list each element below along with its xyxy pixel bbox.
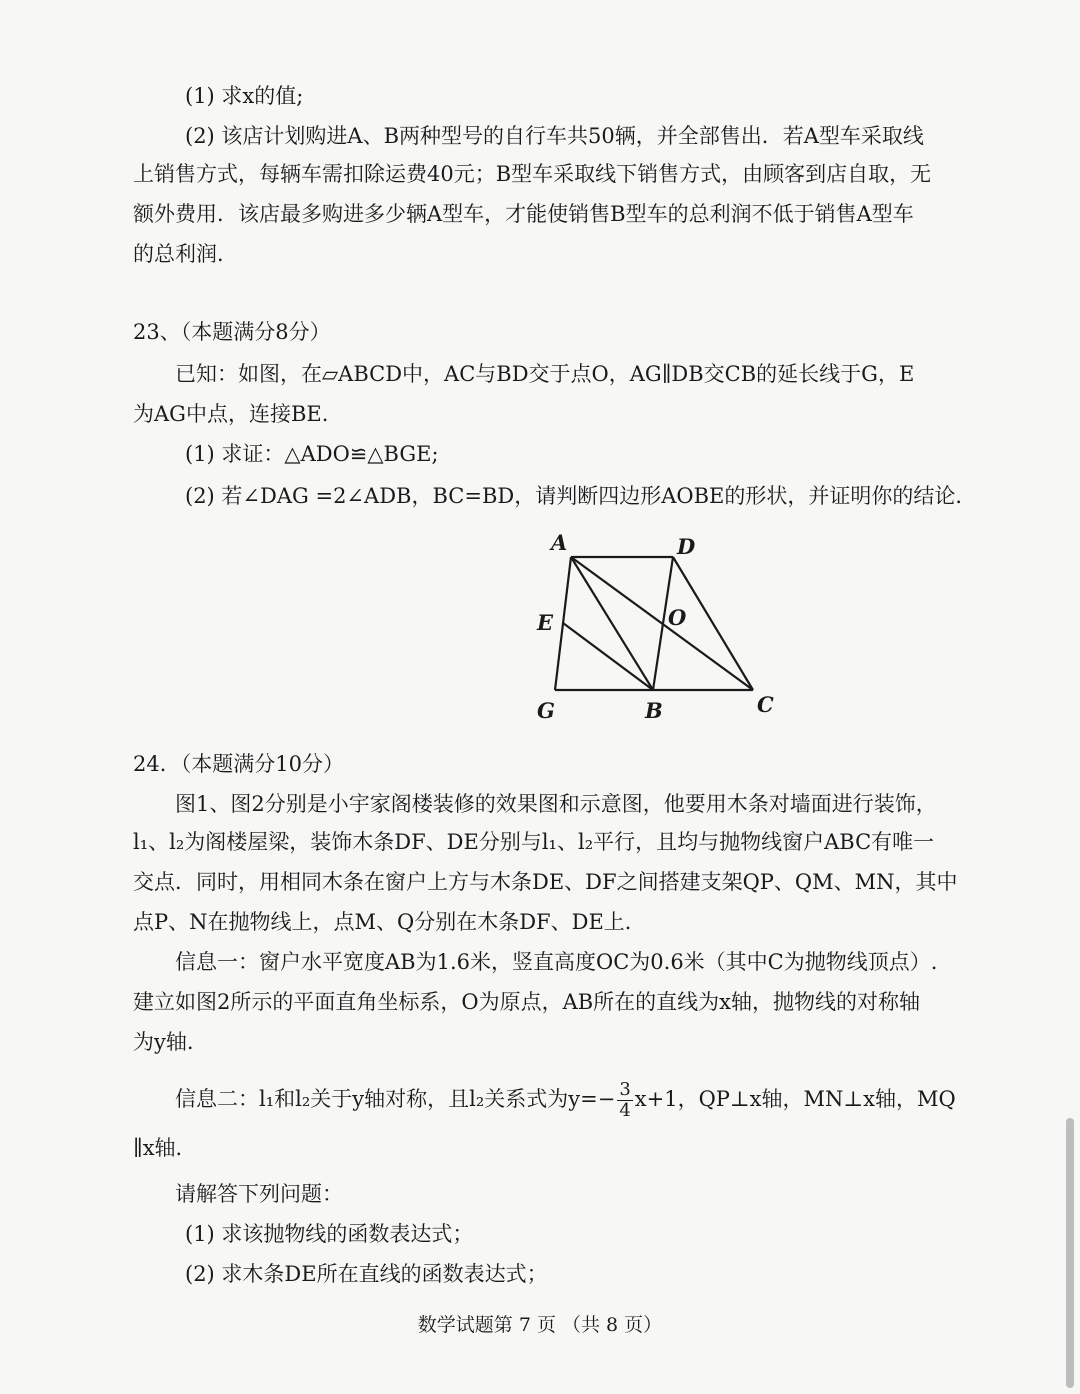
q24-intro-line4: 点P、N在抛物线上，点M、Q分别在木条DF、DE上． <box>133 910 646 934</box>
label-D: D <box>677 534 696 559</box>
q23-given-line1: 已知：如图，在▱ABCD中，AC与BD交于点O，AG∥DB交CB的延长线于G，E <box>175 362 915 386</box>
q23-part1: (1) 求证：△ADO≌△BGE; <box>185 442 439 466</box>
edge-AB <box>571 557 653 690</box>
scrollbar-thumb[interactable] <box>1066 1118 1074 1388</box>
q24-ask: 请解答下列问题： <box>175 1182 343 1206</box>
page-footer: 数学试题第 7 页 （共 8 页） <box>417 1314 663 1336</box>
label-O: O <box>668 605 687 630</box>
label-C: C <box>757 692 774 717</box>
fraction-numerator: 3 <box>619 1079 631 1100</box>
q22-part1: (1) 求x的值; <box>185 84 304 108</box>
label-A: A <box>551 530 568 555</box>
q24-info2-line2: ∥x轴． <box>133 1136 197 1160</box>
q24-part2: (2) 求木条DE所在直线的函数表达式； <box>185 1262 548 1286</box>
q24-info2-line1 <box>175 1080 956 1121</box>
q23-part2: (2) 若∠DAG =2∠ADB，BC=BD，请判断四边形AOBE的形状，并证明你的结论． <box>185 484 977 508</box>
q24-info1-line2: 建立如图2所示的平面直角坐标系，O为原点，AB所在的直线为x轴，抛物线的对称轴 <box>133 990 921 1014</box>
label-G: G <box>537 698 555 723</box>
label-E: E <box>537 610 554 635</box>
q22-part2-line4: 的总利润． <box>133 242 238 266</box>
info2-post: x+1，QP⊥x轴，MN⊥x轴，MQ <box>634 1087 956 1111</box>
q22-part2-line3: 额外费用．该店最多购进多少辆A型车，才能使销售B型车的总利润不低于销售A型车 <box>133 202 914 226</box>
label-B: B <box>645 698 663 723</box>
fraction-denominator: 4 <box>619 1100 631 1121</box>
q24-intro-line1: 图1、图2分别是小宇家阁楼装修的效果图和示意图，他要用木条对墙面进行装饰， <box>175 792 937 816</box>
q24-part1: (1) 求该抛物线的函数表达式； <box>185 1222 474 1246</box>
fraction-three-quarters <box>617 1080 632 1121</box>
q22-part2-line1: (2) 该店计划购进A、B两种型号的自行车共50辆，并全部售出．若A型车采取线 <box>185 124 924 148</box>
q24-info1-line3: 为y轴. <box>133 1030 194 1054</box>
q24-info1-line1: 信息一：窗户水平宽度AB为1.6米，竖直高度OC为0.6米（其中C为抛物线顶点）. <box>175 950 938 974</box>
info2-pre: 信息二：l₁和l₂关于y轴对称，且l₂关系式为y=− <box>175 1087 616 1111</box>
parallelogram-figure <box>525 530 795 730</box>
q23-header: 23、（本题满分8分） <box>133 320 331 344</box>
q24-header: 24．（本题满分10分） <box>133 752 344 776</box>
edge-EB <box>563 623 653 690</box>
q23-given-line2: 为AG中点，连接BE. <box>133 402 329 426</box>
q24-intro-line3: 交点．同时，用相同木条在窗户上方与木条DE、DF之间搭建支架QP、QM、MN，其中 <box>133 870 958 894</box>
q22-part2-line2: 上销售方式，每辆车需扣除运费40元；B型车采取线下销售方式，由顾客到店自取，无 <box>133 162 932 186</box>
q24-intro-line2: l₁、l₂为阁楼屋梁，装饰木条DF、DE分别与l₁、l₂平行，且均与抛物线窗户ABC有唯一 <box>133 830 935 854</box>
